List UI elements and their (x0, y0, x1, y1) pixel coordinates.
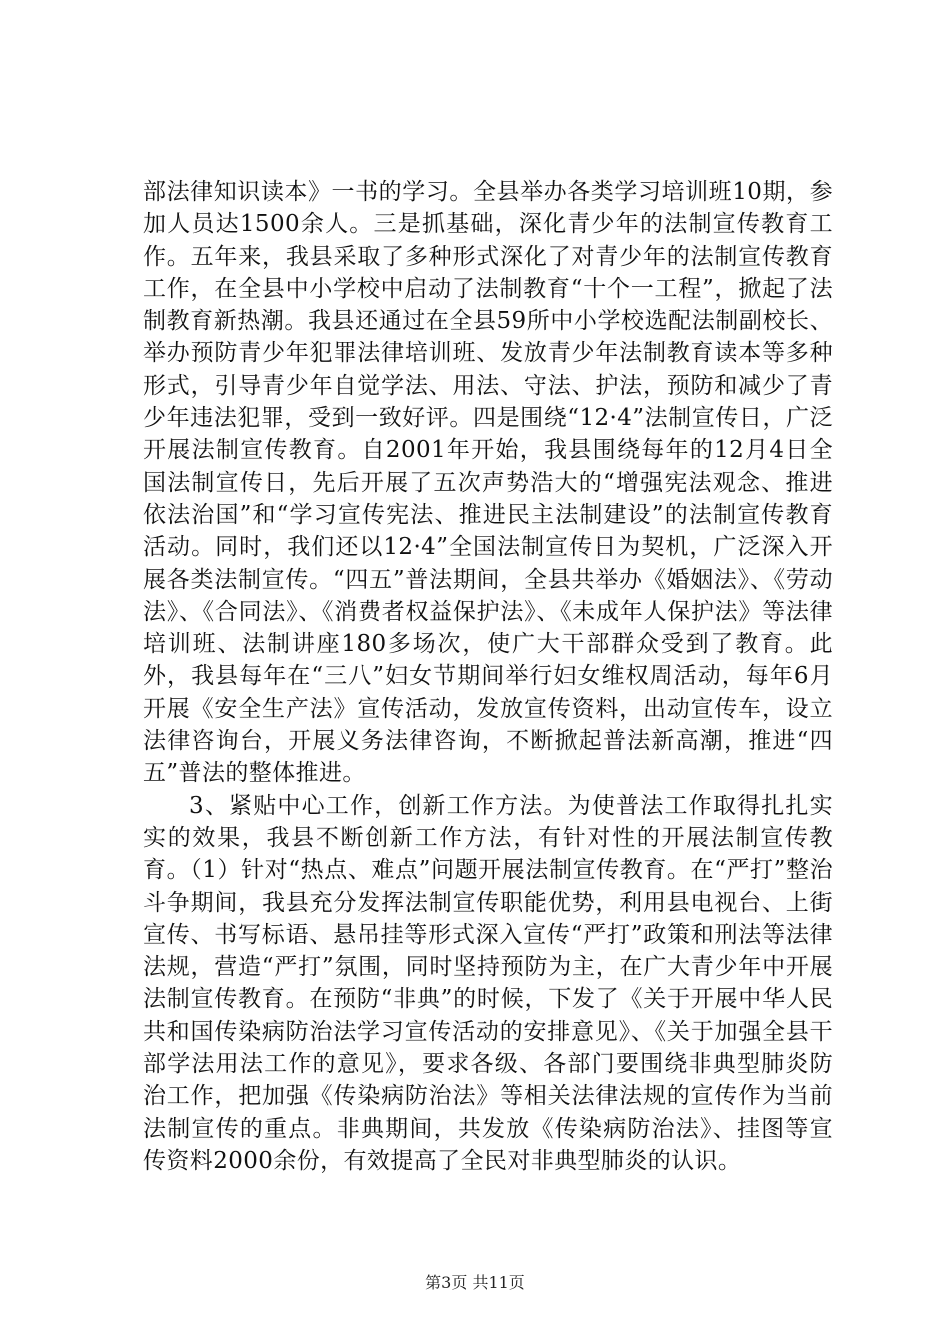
page-footer (0, 1270, 950, 1293)
paragraph-continuation: 部法律知识读本》一书的学习。全县举办各类学习培训班10期，参加人员达1500余人。三是抓基础，深化青少年的法制宣传教育工作。五年来，我县采取了多种形式深化了对青少年的法制宣传教育工作，在全县中小学校中启动了法制教育“十个一工程”，掀起了法制教育新热潮。我县还通过在全县59所中小学校选配法制副校长、举办预防青少年犯罪法律培训班、发放青少年法制教育读本等多种形式，引导青少年自觉学法、用法、守法、护法，预防和减少了青少年违法犯罪，受到一致好评。四是围绕“12·4”法制宣传日，广泛开展法制宣传教育。自2001年开始，我县围绕每年的12月4日全国法制宣传日，先后开展了五次声势浩大的“增强宪法观念、推进依法治国”和“学习宣传宪法、推进民主法制建设”的法制宣传教育活动。同时，我们还以12·4”全国法制宣传日为契机，广泛深入开展各类法制宣传。“四五”普法期间，全县共举办《婚姻法》、《劳动法》、《合同法》、《消费者权益保护法》、《未成年人保护法》等法律培训班、法制讲座180多场次，使广大干部群众受到了教育。此外，我县每年在“三八”妇女节期间举行妇女维权周活动，每年6月开展《安全生产法》宣传活动，发放宣传资料，出动宣传车，设立法律咨询台，开展义务法律咨询，不断掀起普法新高潮，推进“四五”普法的整体推进。 (143, 179, 833, 787)
paragraph-section-3: 3、紧贴中心工作，创新工作方法。为使普法工作取得扎扎实实的效果，我县不断创新工作方法，有针对性的开展法制宣传教育。（1）针对“热点、难点”问题开展法制宣传教育。在“严打”整治斗争期间，我县充分发挥法制宣传职能优势，利用县电视台、上街宣传、书写标语、悬吊挂等形式深入宣传“严打”政策和刑法等法律法规，营造“严打”氛围，同时坚持预防为主，在广大青少年中开展法制宣传教育。在预防“非典”的时候，下发了《关于开展中华人民共和国传染病防治法学习宣传活动的安排意见》、《关于加强全县干部学法用法工作的意见》，要求各级、各部门要围绕非典型肺炎防治工作，把加强《传染病防治法》等相关法律法规的宣传作为当前法制宣传的重点。非典期间，共发放《传染病防治法》、挂图等宣传资料2000余份，有效提高了全民对非典型肺炎的认识。 (143, 792, 833, 1174)
document-body (143, 176, 833, 1177)
page-number-label: 第3页 共11页 (425, 1273, 525, 1292)
